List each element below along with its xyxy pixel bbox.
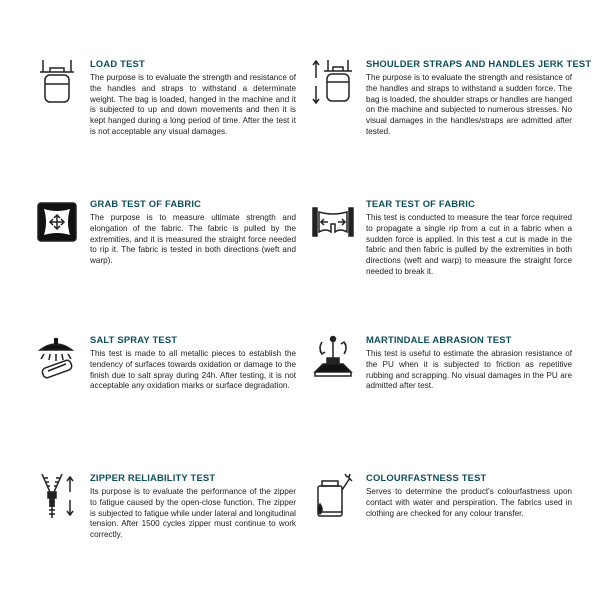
test-description: This test is useful to estimate the abrasion resistance of the PU when it is subjected to friction as repetitive rubbing and scrapping. No visual damages in the PU are admitted after test. — [366, 349, 572, 391]
fabric-stretch-arrows-icon — [36, 198, 78, 246]
spray-nozzle-icon — [36, 334, 78, 382]
dye-bottle-icon — [312, 472, 354, 520]
bag-up-down-arrows-icon — [312, 58, 354, 106]
test-title: SHOULDER STRAPS AND HANDLES JERK TEST — [366, 58, 592, 69]
test-description: The purpose is to measure ultimate strength and elongation of the fabric. The fabric is pulled by the extremities, and it is measured the straight force needed to rip it. The fabric is tested in both directions (weft and warp). — [90, 213, 296, 266]
test-title: ZIPPER RELIABILITY TEST — [90, 472, 216, 483]
test-title: TEAR TEST OF FABRIC — [366, 198, 476, 209]
test-description: Its purpose is to evaluate the performance of the zipper to fatigue caused by the open-close function. The zipper is subjected to fatigue while under lateral and longitudinal tension. After 1500 cycles zipper must continue to work correctly. — [90, 487, 296, 540]
test-title: LOAD TEST — [90, 58, 145, 69]
test-description: The purpose is to evaluate the strength and resistance of the handles and straps to withstand a determinate weight. The bag is loaded, hanged in the machine and it is subjected to up and down movements and then it is kept hanged during a long period of time. After the test it is not acceptable any visual damages. — [90, 73, 296, 136]
zipper-icon — [36, 472, 78, 520]
test-title: SALT SPRAY TEST — [90, 334, 178, 345]
test-title: COLOURFASTNESS TEST — [366, 472, 487, 483]
test-description: This test is made to all metallic pieces to establish the tendency of surfaces towards oxidation or damage to the finish due to salt spray during 24h. After testing, it is not acceptable any oxidation marks or surface degradation. — [90, 349, 296, 391]
abrasion-machine-icon — [312, 334, 354, 382]
test-title: MARTINDALE ABRASION TEST — [366, 334, 512, 345]
weighted-bag-icon — [36, 58, 78, 106]
test-description: This test is conducted to measure the tear force required to propagate a single rip from a cut in a fabric when a sudden force is applied. In this test a cut is made in the fabric and then fabric is pulled by the extremities in both directions (weft and warp) to measure the straight force needed to break it. — [366, 213, 572, 276]
fabric-tear-icon — [312, 198, 354, 246]
test-description: Serves to determine the product's colourfastness upon contact with water and perspiration. The fabrics used in clothing are checked for any colour transfer. — [366, 487, 572, 518]
test-title: GRAB TEST OF FABRIC — [90, 198, 202, 209]
test-description: The purpose is to evaluate the strength and resistance of the handles and straps to withstand a sudden force. The bag is loaded, the shoulder straps or handles are hanged on the machine and subjected to numerous stresses. No visual damages in the handles/straps are admitted after tested. — [366, 73, 572, 136]
